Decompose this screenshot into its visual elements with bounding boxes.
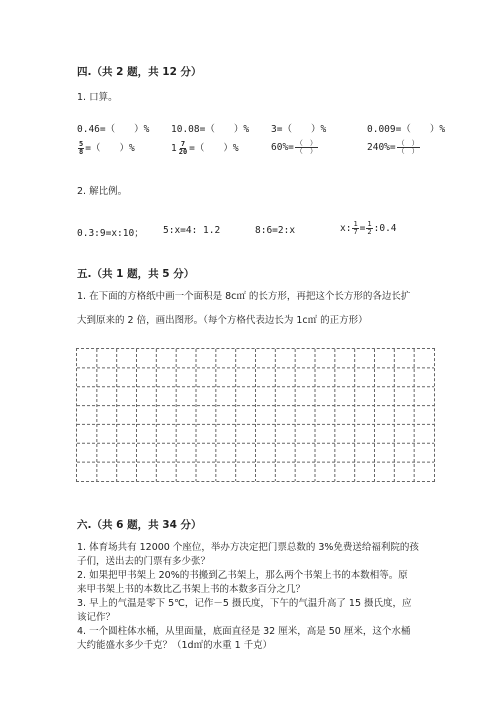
calc-item-percent-fraction [271, 140, 319, 155]
blank-numerator: （ ） [397, 139, 419, 147]
calc-head: 60%= [271, 142, 294, 153]
problem-line: 大约能盛水多少千克？（1d㎡的水重 1 千克） [77, 640, 273, 651]
section-4-title: 四.（共 2 题，共 12 分） [77, 66, 202, 78]
mixed-whole: 1 [171, 143, 177, 154]
section-6-title: 六.（共 6 题，共 34 分） [77, 519, 202, 531]
grid-lines [77, 349, 434, 481]
problem-line: 4. 一个圆柱体水桶，从里面量，底面直径是 32 厘米，高是 50 厘米，这个水桶 [77, 626, 411, 637]
calc-item: 0.46=（ ）% [77, 124, 150, 135]
fraction-denominator: 2 [367, 228, 372, 236]
problem-line: 来甲书架上书的本数比乙书架上书的本数多百分之几？ [77, 584, 306, 595]
problem-line: 3. 早上的气温是零下 5℃，记作－5 摄氏度，下午的气温升高了 15 摄氏度，应 [77, 598, 412, 609]
calc-item: 0.009=（ ）% [367, 124, 446, 135]
calc-tail: =（ ）% [189, 143, 239, 154]
question-1-label: 1. 口算。 [77, 92, 118, 103]
prop-tail: :0.4 [373, 223, 397, 234]
fraction-numerator: 5 [79, 140, 84, 148]
proportion-item: 5:x=4: 1.2 [163, 225, 221, 236]
prop-equals: = [359, 223, 366, 234]
calc-item-mixed-number [171, 140, 239, 156]
calc-item-percent-fraction [367, 140, 421, 155]
fraction-numerator: 1 [367, 220, 372, 228]
problem-line: 子们，送出去的门票有多少张？ [77, 556, 211, 567]
fraction-denominator: 8 [79, 148, 84, 156]
section-5-title: 五.（共 1 题，共 5 分） [77, 268, 195, 280]
prop-head: x: [340, 223, 352, 234]
square-grid [76, 348, 435, 482]
fraction-numerator: 7 [180, 140, 186, 148]
question-text: 大到原来的 2 倍，画出图形。（每个方格代表边长为 1c㎡ 的正方形） [77, 315, 368, 326]
fraction-numerator: 1 [353, 220, 358, 228]
proportion-item: 0.3:9=x:10； [77, 228, 144, 239]
blank-denominator: （ ） [397, 147, 419, 155]
proportion-item: 8:6=2:x [255, 225, 296, 236]
fraction-denominator: 20 [178, 148, 188, 156]
problem-line: 该记作？ [77, 612, 116, 623]
proportion-item-fraction [340, 221, 397, 236]
question-2-label: 2. 解比例。 [77, 186, 128, 197]
calc-item-fraction [77, 140, 135, 156]
calc-tail: =（ ）% [85, 143, 135, 154]
calc-item: 3=（ ）% [271, 124, 327, 135]
fraction-denominator: 7 [353, 228, 358, 236]
question-text: 1. 在下面的方格纸中画一个面积是 8c㎡ 的长方形，再把这个长方形的各边长扩 [77, 291, 411, 302]
blank-numerator: （ ） [295, 139, 317, 147]
calc-item: 10.08=（ ）% [171, 124, 250, 135]
problem-line: 2. 如果把甲书架上 20%的书搬到乙书架上，那么两个书架上书的本数相等。原 [77, 570, 408, 581]
problem-line: 1. 体育场共有 12000 个座位，举办方决定把门票总数的 3%免费送给福利院的孩 [77, 542, 419, 553]
calc-head: 240%= [367, 142, 396, 153]
blank-denominator: （ ） [295, 147, 317, 155]
